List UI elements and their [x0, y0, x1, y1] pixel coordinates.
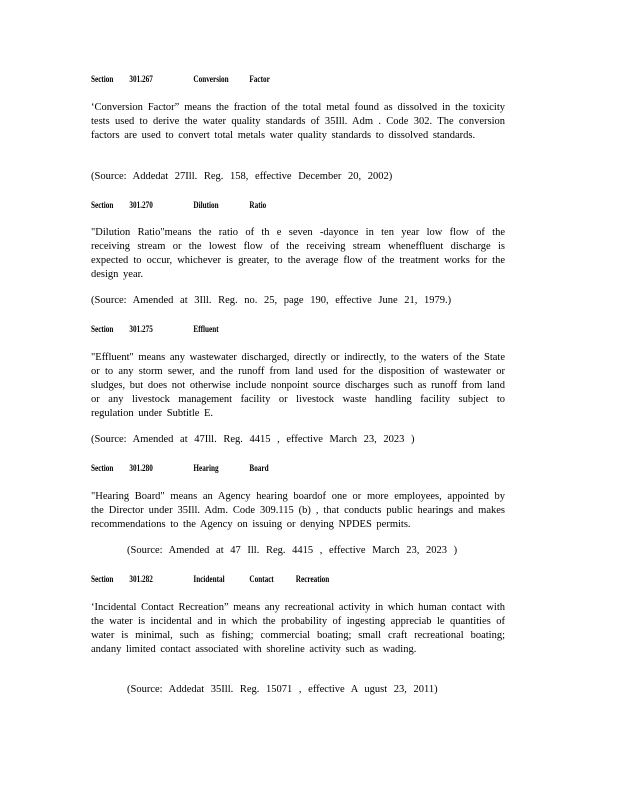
section-title-word: Conversion [193, 74, 229, 84]
definition-paragraph: "Effluent" means any wastewater discharged, directly or indirectly, to the waters of the State or to any storm sewer, and the runoff from land used for the disposition of wastewater or sludges, but does not otherwise include nonpoint source discharges such as runoff from land or any livestock management facility or livestock waste handling facility subject to regulation under Subtitle E. [91, 352, 505, 419]
section-label: Section [91, 463, 114, 473]
definition-paragraph: ‘Incidental Contact Recreation” means any recreational activity in which human contact with the water is incidental and in which the probability of ingesting appreciab le quantities of water is minimal, such as fishing; commercial boating; small craft recreational boating; andany limited contact associated with shoreline activity such as wading. [91, 602, 505, 655]
section-title-word: Recreation [295, 574, 330, 584]
source-note: (Source: Addedat 35Ill. Reg. 15071 , effective A ugust 23, 2011) [127, 684, 438, 695]
section-number: 301.282 [129, 574, 153, 584]
section-title-word: Effluent [193, 324, 219, 334]
definition-paragraph: "Hearing Board" means an Agency hearing boardof one or more employees, appointed by the Director under 35Ill. Adm. Code 309.115 (b) , that conducts public hearings and makes recommendations to the Agency on issuing or denying NPDES permits. [91, 491, 505, 530]
section-title-word: Dilution [193, 200, 219, 210]
section-heading [91, 463, 269, 473]
section-label: Section [91, 200, 114, 210]
section-heading [91, 324, 219, 334]
section-title-word: Contact [249, 574, 274, 584]
source-note: (Source: Amended at 47Ill. Reg. 4415 , effective March 23, 2023 ) [91, 434, 415, 445]
section-number: 301.270 [129, 200, 153, 210]
section-heading [91, 574, 329, 584]
definition-paragraph: ‘Conversion Factor” means the fraction of the total metal found as dissolved in the toxicity tests used to derive the water quality standards of 35Ill. Adm . Code 302. The conversion factors are used to convert total metals water quality standards to dissolved standards. [91, 102, 505, 141]
section-title-word: Ratio [249, 200, 267, 210]
section-title-word: Incidental [193, 574, 225, 584]
section-heading [91, 200, 266, 210]
section-number: 301.267 [129, 74, 153, 84]
source-note: (Source: Amended at 3Ill. Reg. no. 25, page 190, effective June 21, 1979.) [91, 295, 452, 306]
section-label: Section [91, 74, 114, 84]
section-title-word: Factor [249, 74, 270, 84]
section-title-word: Hearing [193, 463, 219, 473]
section-number: 301.280 [129, 463, 153, 473]
source-note: (Source: Amended at 47 Ill. Reg. 4415 , effective March 23, 2023 ) [127, 545, 458, 556]
section-title-word: Board [249, 463, 269, 473]
section-label: Section [91, 324, 114, 334]
section-heading [91, 74, 270, 84]
section-label: Section [91, 574, 114, 584]
definition-paragraph: "Dilution Ratio"means the ratio of th e seven -dayonce in ten year low flow of the receiving stream or the lowest flow of the receiving stream wheneffluent discharge is expected to occur, whichever is greater, to the average flow of the treatment works for the design year. [91, 227, 505, 280]
section-number: 301.275 [129, 324, 153, 334]
source-note: (Source: Addedat 27Ill. Reg. 158, effective December 20, 2002) [91, 171, 393, 182]
